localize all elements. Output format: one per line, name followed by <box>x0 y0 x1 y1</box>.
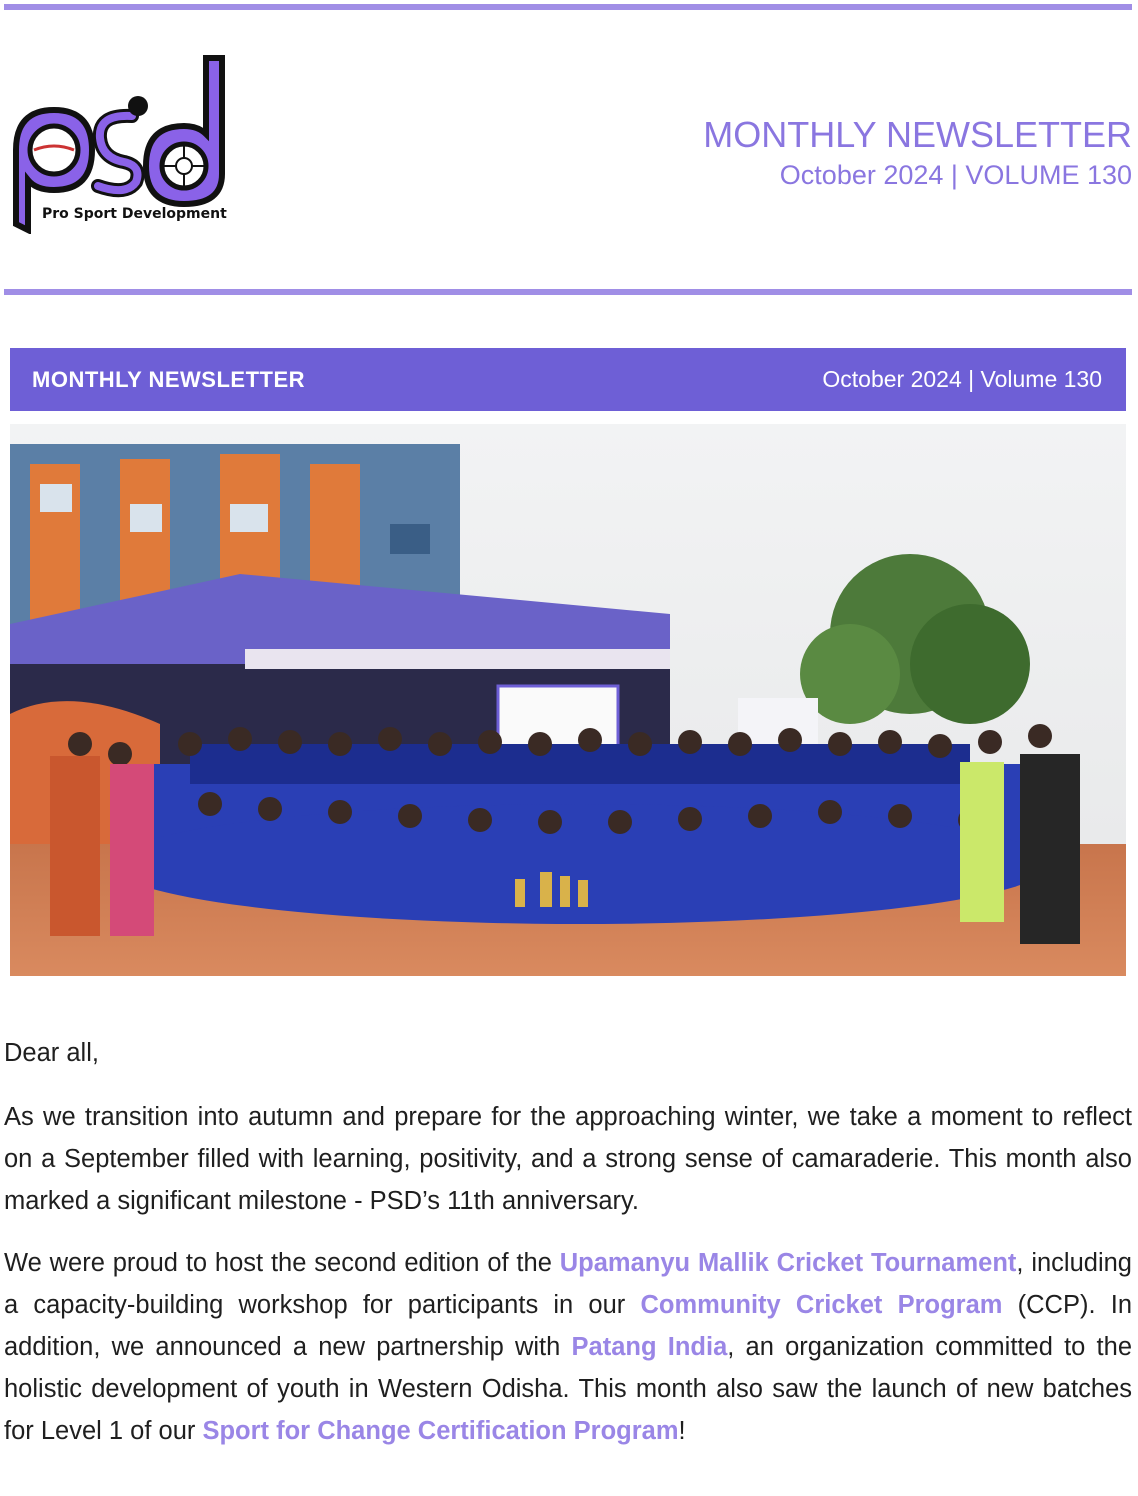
banner-title: MONTHLY NEWSLETTER <box>32 366 306 392</box>
highlights-text: We were proud to host the second edition of the <box>4 1249 560 1277</box>
header-divider <box>4 289 1132 295</box>
patang-india-link[interactable]: Patang India <box>571 1333 728 1361</box>
psd-logo[interactable] <box>6 54 230 234</box>
greeting: Dear all, <box>4 1039 99 1067</box>
top-divider <box>4 4 1132 10</box>
highlights-paragraph <box>4 1242 1132 1452</box>
newsletter-letter <box>4 1032 1132 1472</box>
group-photo-icon <box>10 424 1126 976</box>
highlights-text: ! <box>678 1417 686 1445</box>
highlights-text: , an organization committed to the holistic development of youth in Western Odisha. This month also saw the launch of new batches for Level 1 of our <box>4 1333 1132 1445</box>
community-cricket-program-link[interactable]: Community Cricket Program <box>640 1291 1003 1319</box>
highlights-text: , including a capacity-building workshop for participants in our <box>4 1249 1132 1319</box>
highlights-text: (CCP). In addition, we announced a new partnership with <box>4 1291 1133 1361</box>
masthead-subtitle: October 2024 | VOLUME 130 <box>779 160 1132 190</box>
masthead-title: MONTHLY NEWSLETTER <box>703 114 1132 155</box>
certification-program-link[interactable]: Sport for Change Certification Program <box>202 1417 679 1445</box>
intro-paragraph: As we transition into autumn and prepare for the approaching winter, we take a moment to reflect on a September filled with learning, positivity, and a strong sense of camaraderie. This month also marked a significant milestone - PSD’s 11th anniversary. <box>4 1103 1132 1215</box>
cricket-tournament-link[interactable]: Upamanyu Mallik Cricket Tournament <box>559 1249 1017 1277</box>
logo-caption: Pro Sport Development <box>42 206 227 222</box>
group-photo <box>10 424 1126 976</box>
masthead <box>703 112 1132 192</box>
banner-date: October 2024 | Volume 130 <box>822 366 1102 392</box>
newsletter-banner <box>10 348 1126 411</box>
